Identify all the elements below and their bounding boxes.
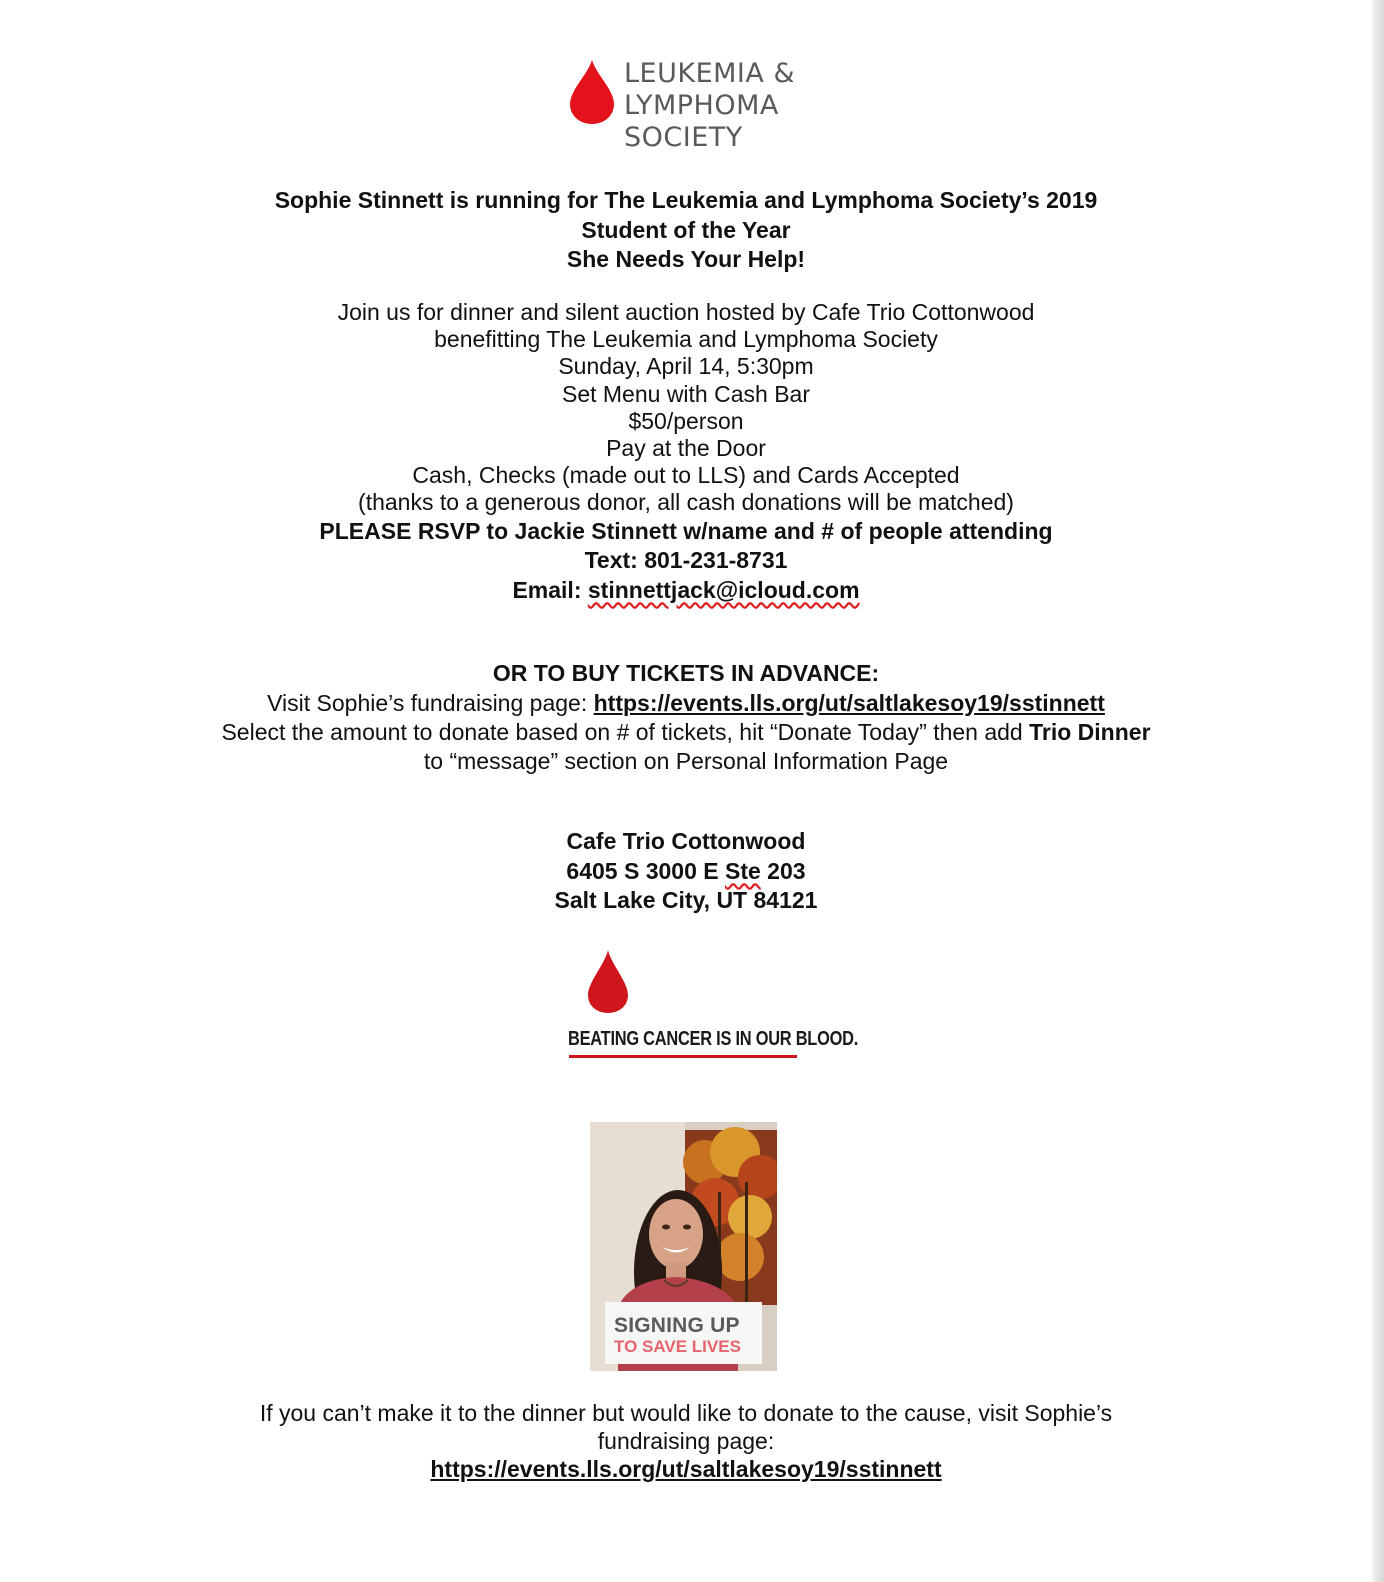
event-benefit: benefitting The Leukemia and Lymphoma Society [434, 326, 938, 353]
headline-line-3: She Needs Your Help! [566, 246, 806, 272]
rsvp-email-row [0, 576, 1372, 606]
footer-line-2: fundraising page: [597, 1428, 775, 1454]
blood-drop-icon [587, 950, 629, 1014]
sophie-photo [590, 1122, 777, 1371]
page-edge [1370, 0, 1384, 1582]
tickets-instructions-row [0, 718, 1372, 748]
tickets-heading: OR TO BUY TICKETS IN ADVANCE: [492, 660, 880, 686]
footer-line-1: If you can’t make it to the dinner but would like to donate to the cause, visit Sophie’s [259, 1400, 1113, 1426]
footer-link-row [0, 1455, 1372, 1484]
event-accepted: Cash, Checks (made out to LLS) and Cards Accepted [412, 462, 960, 489]
headline [0, 186, 1372, 275]
tickets-visit-prefix: Visit Sophie’s fundraising page: [267, 689, 594, 716]
event-payment: Pay at the Door [606, 435, 766, 462]
signing-up-sign [605, 1302, 762, 1364]
logo-wordmark [624, 58, 795, 154]
headline-line-1: Sophie Stinnett is running for The Leukemia and Lymphoma Society’s 2019 [274, 187, 1098, 213]
venue-name: Cafe Trio Cottonwood [566, 828, 806, 854]
trio-dinner-label: Trio Dinner [1029, 719, 1151, 745]
rsvp-email-link[interactable]: stinnettjack@icloud.com [587, 576, 860, 603]
sign-line-1: SIGNING UP [614, 1314, 740, 1337]
rsvp-email-label: Email: [512, 576, 588, 603]
tickets-visit-row [0, 689, 1372, 719]
tickets-instructions-line-2: to “message” section on Personal Information Page [423, 747, 949, 774]
sign-line-2: TO SAVE LIVES [614, 1337, 741, 1356]
rsvp-text: Text: 801-231-8731 [584, 547, 788, 574]
tickets-instructions-text: Select the amount to donate based on # of tickets, hit “Donate Today” then add [221, 719, 1030, 745]
venue-city: Salt Lake City, UT 84121 [554, 887, 818, 913]
tagline-underline [569, 1055, 797, 1058]
logo-line-2: LYMPHOMA [624, 90, 779, 121]
lls-logo [568, 56, 808, 156]
venue-address [0, 827, 1372, 916]
footer-donate [0, 1399, 1372, 1484]
event-price: $50/person [628, 407, 744, 434]
venue-suite-number: 203 [760, 857, 806, 884]
venue-suite-label: Ste [725, 857, 761, 884]
event-match-note: (thanks to a generous donor, all cash donations will be matched) [358, 489, 1014, 516]
event-date: Sunday, April 14, 5:30pm [558, 353, 814, 380]
rsvp-line: PLEASE RSVP to Jackie Stinnett w/name and # of people attending [319, 517, 1053, 544]
venue-street-number: 6405 S 3000 E [566, 857, 725, 884]
footer-fundraising-link[interactable]: https://events.lls.org/ut/saltlakesoy19/sstinnett [430, 1456, 942, 1482]
logo-line-3: SOCIETY [624, 122, 743, 153]
event-details [0, 299, 1372, 605]
tagline-text: BEATING CANCER IS IN OUR BLOOD. [568, 1028, 859, 1050]
headline-line-2: Student of the Year [581, 216, 791, 243]
blood-drop-icon [568, 60, 616, 124]
venue-street [0, 857, 1372, 887]
event-intro: Join us for dinner and silent auction hosted by Cafe Trio Cottonwood [337, 299, 1035, 325]
tickets-section [0, 659, 1372, 774]
fundraising-link[interactable]: https://events.lls.org/ut/saltlakesoy19/sstinnett [593, 689, 1105, 716]
tagline-logo [566, 950, 859, 1065]
logo-line-1: LEUKEMIA & [624, 58, 795, 89]
event-menu: Set Menu with Cash Bar [561, 380, 810, 407]
